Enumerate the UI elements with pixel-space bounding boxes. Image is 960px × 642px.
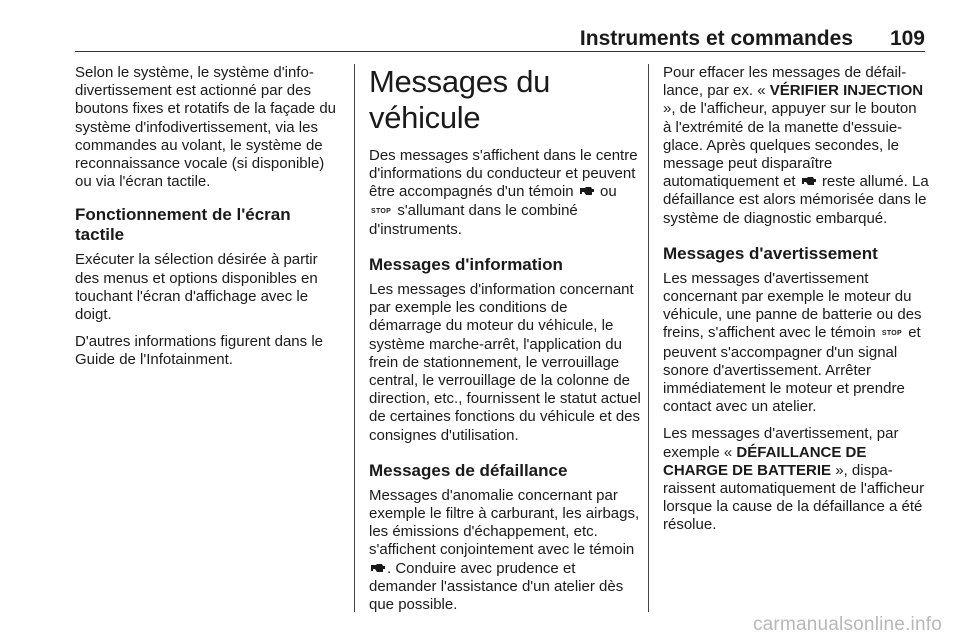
column-3 xyxy=(663,64,929,544)
heading-failure-messages: Messages de défaillance xyxy=(369,460,568,480)
paragraph-messages-intro: Des messages s'affichent dans le centre d'informations du conducteur et peuvent être accompagnés d'un témoin ou STOP s'allumant dans le combiné d'instruments. xyxy=(369,147,638,238)
message-code-check-injection: VÉRIFIER INJECTION xyxy=(769,82,924,100)
paragraph-clear-failure: Pour effacer les messages de défaillance, par ex. « VÉRIFIER INJECTION », de l'afficheur, appuyer sur le bouton à l'extrémité de la manette d'essuie-glace. Après quelques secondes, le message peut disparaître automatiquement et reste allumé. La défaillance est alors mémorisée dans le système de diagnostic embarqué. xyxy=(663,64,929,227)
column-1 xyxy=(75,64,343,379)
paragraph-failure-messages: Messages d'anomalie concernant par exemple le filtre à carburant, les airbags, les émissions d'échappement, etc. s'affichent conjointement avec le témoin . Conduire avec prudence et demander l'assistance d'un atelier dès que possible. xyxy=(369,486,640,614)
heading-touchscreen: Fonctionnement de l'écran tactile xyxy=(75,205,291,245)
heading-vehicle-messages: Messages du véhicule xyxy=(369,64,551,135)
heading-information-messages: Messages d'information xyxy=(369,255,563,275)
header-divider xyxy=(75,51,925,52)
page-title: Instruments et commandes xyxy=(579,27,853,50)
engine-warning-icon xyxy=(801,176,817,186)
paragraph-infotainment-controls: Selon le système, le système d'infodivertissement est actionné par des boutons fixes et rotatifs de la façade du système d'infodivertissement, via les commandes au volant, le système de reconnaissance vocale (si disponible) ou via l'écran tactile. xyxy=(75,64,336,191)
engine-warning-icon xyxy=(370,563,386,573)
paragraph-battery-warning: Les messages d'avertissement, par exemple « DÉFAILLANCE DE CHARGE DE BATTERIE », disparaissent automatiquement de l'afficheur lorsque la cause de la défaillance a été résolue. xyxy=(663,425,925,534)
page-number: 109 xyxy=(889,27,925,50)
page-header xyxy=(75,24,925,54)
message-code-battery-charge: DÉFAILLANCE DE CHARGE DE BATTERIE xyxy=(663,443,867,479)
column-divider-2 xyxy=(648,64,649,612)
column-divider-1 xyxy=(354,64,355,612)
paragraph-warning-messages: Les messages d'avertissement concernant par exemple le moteur du véhicule, une panne de batterie ou des freins, s'affichent avec le témoin STOP et peuvent s'accompagner d'un signal sonore d'avertissement. Arrêter immédiatement le moteur et prendre contact avec un atelier. xyxy=(663,269,922,416)
paragraph-information-messages: Les messages d'information concernant par exemple les conditions de démarrage du moteur du véhicule, le système marche-arrêt, l'application du frein de stationnement, le verrouillage central, le verrouillage de la colonne de direction, etc., fournissent le statut actuel de certaines fonctions du véhicule et des consignes d'utilisation. xyxy=(369,281,641,444)
watermark: carmanualsonline.info xyxy=(752,614,942,635)
stop-warning-icon: STOP xyxy=(371,207,392,215)
engine-warning-icon xyxy=(579,186,595,196)
stop-warning-icon: STOP xyxy=(881,330,903,338)
paragraph-touch-selection: Exécuter la sélection désirée à partir des menus et options disponibles en touchant l'écran d'affichage avec le doigt. xyxy=(75,251,318,324)
paragraph-infotainment-guide: D'autres informations figurent dans le Guide de l'Infotainment. xyxy=(75,333,323,369)
heading-warning-messages: Messages d'avertissement xyxy=(663,243,878,263)
column-2 xyxy=(369,64,641,623)
